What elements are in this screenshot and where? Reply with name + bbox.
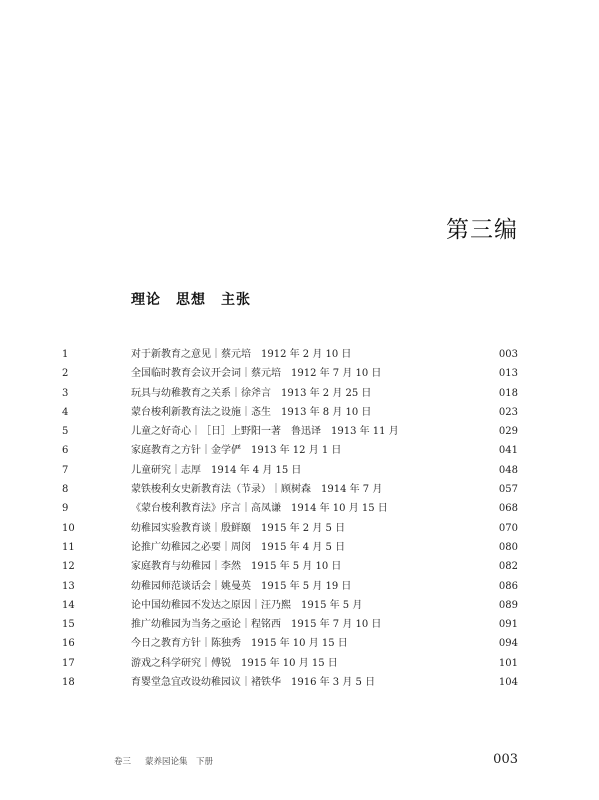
toc-number: 1	[62, 349, 69, 360]
toc-row[interactable]	[0, 441, 599, 460]
toc-entry-title: 论中国幼稚园不发达之原因｜汪乃熙 1915 年 5 月	[131, 599, 363, 611]
toc-row[interactable]	[0, 480, 599, 499]
toc-page-number: 080	[498, 541, 518, 553]
toc-entry-title: 育婴堂急宜改设幼稚园议｜褚铁华 1916 年 3 月 5 日	[131, 677, 376, 689]
toc-row[interactable]	[0, 596, 599, 615]
toc-page-number: 018	[498, 387, 518, 399]
toc-number: 7	[62, 464, 69, 476]
toc-entry-title: 蒙台梭利新教育法之设施｜忞生 1913 年 8 月 10 日	[131, 406, 372, 418]
toc-row[interactable]	[0, 499, 599, 518]
toc-page-number: 101	[498, 657, 518, 669]
toc-entry-title: 家庭教育之方针｜金学俨 1913 年 12 月 1 日	[131, 445, 342, 457]
toc-row[interactable]	[0, 577, 599, 596]
toc-entry-title: 蒙铁梭利女史新教育法（节录）｜顾树森 1914 年 7 月	[131, 484, 383, 496]
toc-page-number: 104	[498, 677, 518, 689]
toc-entry-title: 推广幼稚园为当务之亟论｜程铭西 1915 年 7 月 10 日	[131, 619, 382, 631]
toc-page-number: 029	[498, 426, 518, 438]
toc-number: 3	[62, 387, 69, 399]
toc-page-number: 070	[498, 522, 518, 534]
toc-number: 12	[62, 561, 75, 573]
toc-row[interactable]	[0, 345, 599, 364]
toc-page-number: 013	[498, 368, 518, 380]
page-footer	[114, 752, 518, 772]
toc-entry-title: 儿童研究｜志厚 1914 年 4 月 15 日	[131, 464, 302, 476]
toc-number: 15	[62, 619, 75, 631]
toc-page-number: 057	[498, 484, 518, 496]
table-of-contents	[0, 345, 599, 692]
toc-page-number: 068	[498, 503, 518, 515]
toc-page-number: 086	[498, 580, 518, 592]
toc-page-number: 041	[498, 445, 518, 457]
book-title: 蒙养园论集 下册	[145, 757, 214, 767]
toc-row[interactable]	[0, 461, 599, 480]
running-footer	[114, 755, 227, 767]
toc-entry-title: 儿童之好奇心｜［日］上野阳一著 鲁迅译 1913 年 11 月	[131, 426, 399, 438]
toc-number: 4	[62, 406, 69, 418]
toc-number: 14	[62, 599, 75, 611]
toc-number: 2	[62, 368, 69, 380]
toc-row[interactable]	[0, 615, 599, 634]
toc-row[interactable]	[0, 519, 599, 538]
toc-number: 9	[62, 503, 69, 515]
part-title: 第三编	[446, 217, 518, 243]
toc-entry-title: 论推广幼稚园之必要｜周闵 1915 年 4 月 5 日	[131, 541, 346, 553]
toc-entry-title: 幼稚园师范谈话会｜姚曼英 1915 年 5 月 19 日	[131, 580, 352, 592]
toc-row[interactable]	[0, 557, 599, 576]
toc-page-number: 023	[498, 406, 518, 418]
toc-number: 17	[62, 657, 75, 669]
toc-number: 13	[62, 580, 75, 592]
toc-number: 6	[62, 445, 69, 457]
toc-page-number: 089	[498, 599, 518, 611]
toc-page-number: 082	[498, 561, 518, 573]
toc-row[interactable]	[0, 384, 599, 403]
toc-row[interactable]	[0, 654, 599, 673]
toc-page-number: 094	[498, 638, 518, 650]
toc-number: 8	[62, 484, 69, 496]
toc-entry-title: 今日之教育方针｜陈独秀 1915 年 10 月 15 日	[131, 638, 348, 650]
section-title: 理论 思想 主张	[131, 292, 251, 308]
toc-row[interactable]	[0, 538, 599, 557]
toc-number: 10	[62, 522, 75, 534]
toc-entry-title: 《蒙台梭利教育法》序言｜高凤谦 1914 年 10 月 15 日	[131, 503, 388, 515]
toc-row[interactable]	[0, 422, 599, 441]
toc-entry-title: 家庭教育与幼稚园｜李然 1915 年 5 月 10 日	[131, 561, 342, 573]
toc-number: 16	[62, 638, 75, 650]
toc-entry-title: 对于新教育之意见｜蔡元培 1912 年 2 月 10 日	[131, 349, 352, 360]
toc-entry-title: 全国临时教育会议开会词｜蔡元培 1912 年 7 月 10 日	[131, 368, 382, 380]
page-number: 003	[493, 752, 518, 767]
toc-row[interactable]	[0, 634, 599, 653]
toc-row[interactable]	[0, 673, 599, 692]
toc-row[interactable]	[0, 364, 599, 383]
toc-page-number: 003	[498, 349, 518, 360]
toc-number: 18	[62, 677, 75, 689]
toc-number: 11	[62, 541, 75, 553]
toc-row[interactable]	[0, 403, 599, 422]
toc-entry-title: 幼稚园实验教育谈｜殷鲜颐 1915 年 2 月 5 日	[131, 522, 346, 534]
volume-label: 卷三	[114, 757, 132, 767]
toc-number: 5	[62, 426, 69, 438]
toc-page-number: 048	[498, 464, 518, 476]
toc-entry-title: 游戏之科学研究｜傅锐 1915 年 10 月 15 日	[131, 657, 338, 669]
toc-page-number: 091	[498, 619, 518, 631]
toc-entry-title: 玩具与幼稚教育之关系｜徐斧言 1913 年 2 月 25 日	[131, 387, 372, 399]
